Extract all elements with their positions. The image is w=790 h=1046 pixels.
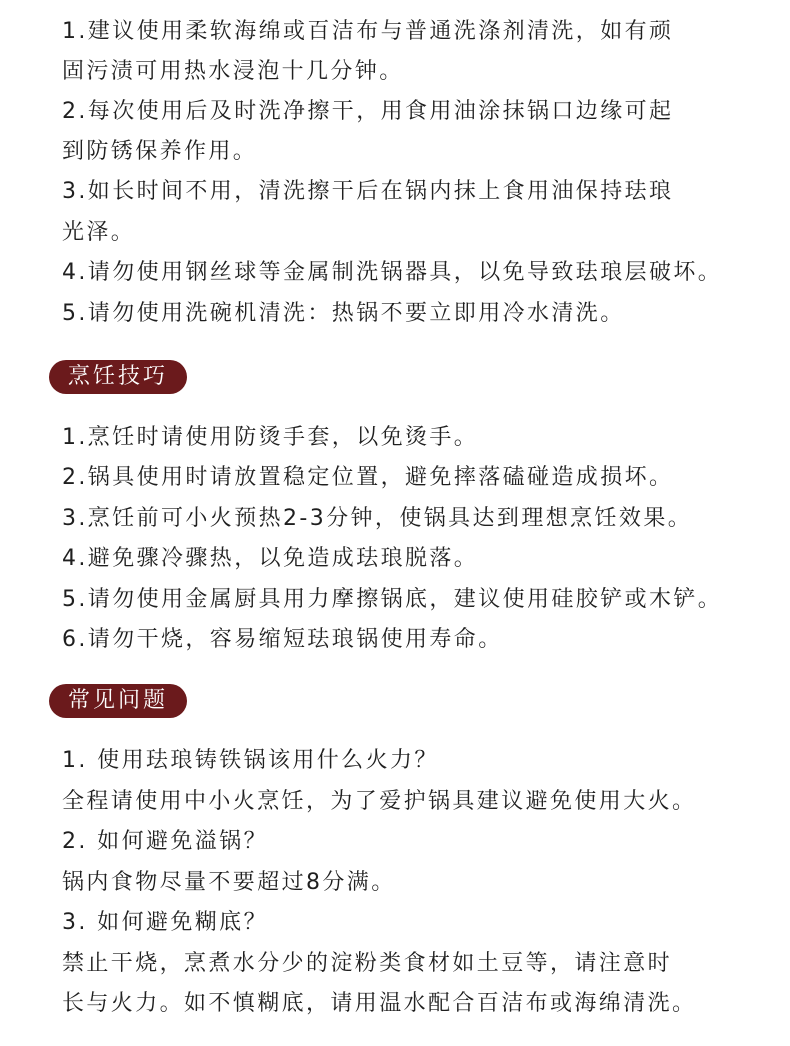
faq-heading: 常见问题 — [49, 684, 187, 718]
cooking-line-3: 3.烹饪前可小火预热2-3分钟，使锅具达到理想烹饪效果。 — [62, 506, 693, 531]
cooking-line-6: 6.请勿干烧，容易缩短珐琅锅使用寿命。 — [62, 627, 503, 652]
care-line-3-a: 3.如长时间不用，清洗擦干后在锅内抹上食用油保持珐琅 — [62, 179, 674, 204]
faq-question-1: 1. 使用珐琅铸铁锅该用什么火力？ — [62, 748, 439, 773]
faq-answer-3-a: 禁止干烧，烹煮水分少的淀粉类食材如土豆等，请注意时 — [62, 951, 673, 976]
care-line-1-b: 固污渍可用热水浸泡十几分钟。 — [62, 59, 404, 84]
cooking-line-1: 1.烹饪时请使用防烫手套，以免烫手。 — [62, 425, 479, 450]
cooking-line-4: 4.避免骤冷骤热，以免造成珐琅脱落。 — [62, 546, 479, 571]
faq-question-2: 2. 如何避免溢锅？ — [62, 829, 268, 854]
cooking-line-2: 2.锅具使用时请放置稳定位置，避免摔落磕碰造成损坏。 — [62, 465, 674, 490]
care-line-1-a: 1.建议使用柔软海绵或百洁布与普通洗涤剂清洗，如有顽 — [62, 19, 674, 44]
care-line-4: 4.请勿使用钢丝球等金属制洗锅器具，以免导致珐琅层破坏。 — [62, 260, 723, 285]
care-line-2-a: 2.每次使用后及时洗净擦干，用食用油涂抹锅口边缘可起 — [62, 99, 674, 124]
faq-answer-2: 锅内食物尽量不要超过8分满。 — [62, 870, 396, 895]
faq-answer-3-b: 长与火力。如不慎糊底，请用温水配合百洁布或海绵清洗。 — [62, 991, 697, 1016]
faq-answer-1: 全程请使用中小火烹饪，为了爱护锅具建议避免使用大火。 — [62, 789, 697, 814]
cooking-tips-heading: 烹饪技巧 — [49, 360, 187, 394]
care-line-3-b: 光泽。 — [62, 220, 136, 245]
care-line-5: 5.请勿使用洗碗机清洗：热锅不要立即用冷水清洗。 — [62, 301, 625, 326]
cooking-line-5: 5.请勿使用金属厨具用力摩擦锅底，建议使用硅胶铲或木铲。 — [62, 587, 723, 612]
care-line-2-b: 到防锈保养作用。 — [62, 139, 258, 164]
faq-question-3: 3. 如何避免糊底？ — [62, 910, 268, 935]
